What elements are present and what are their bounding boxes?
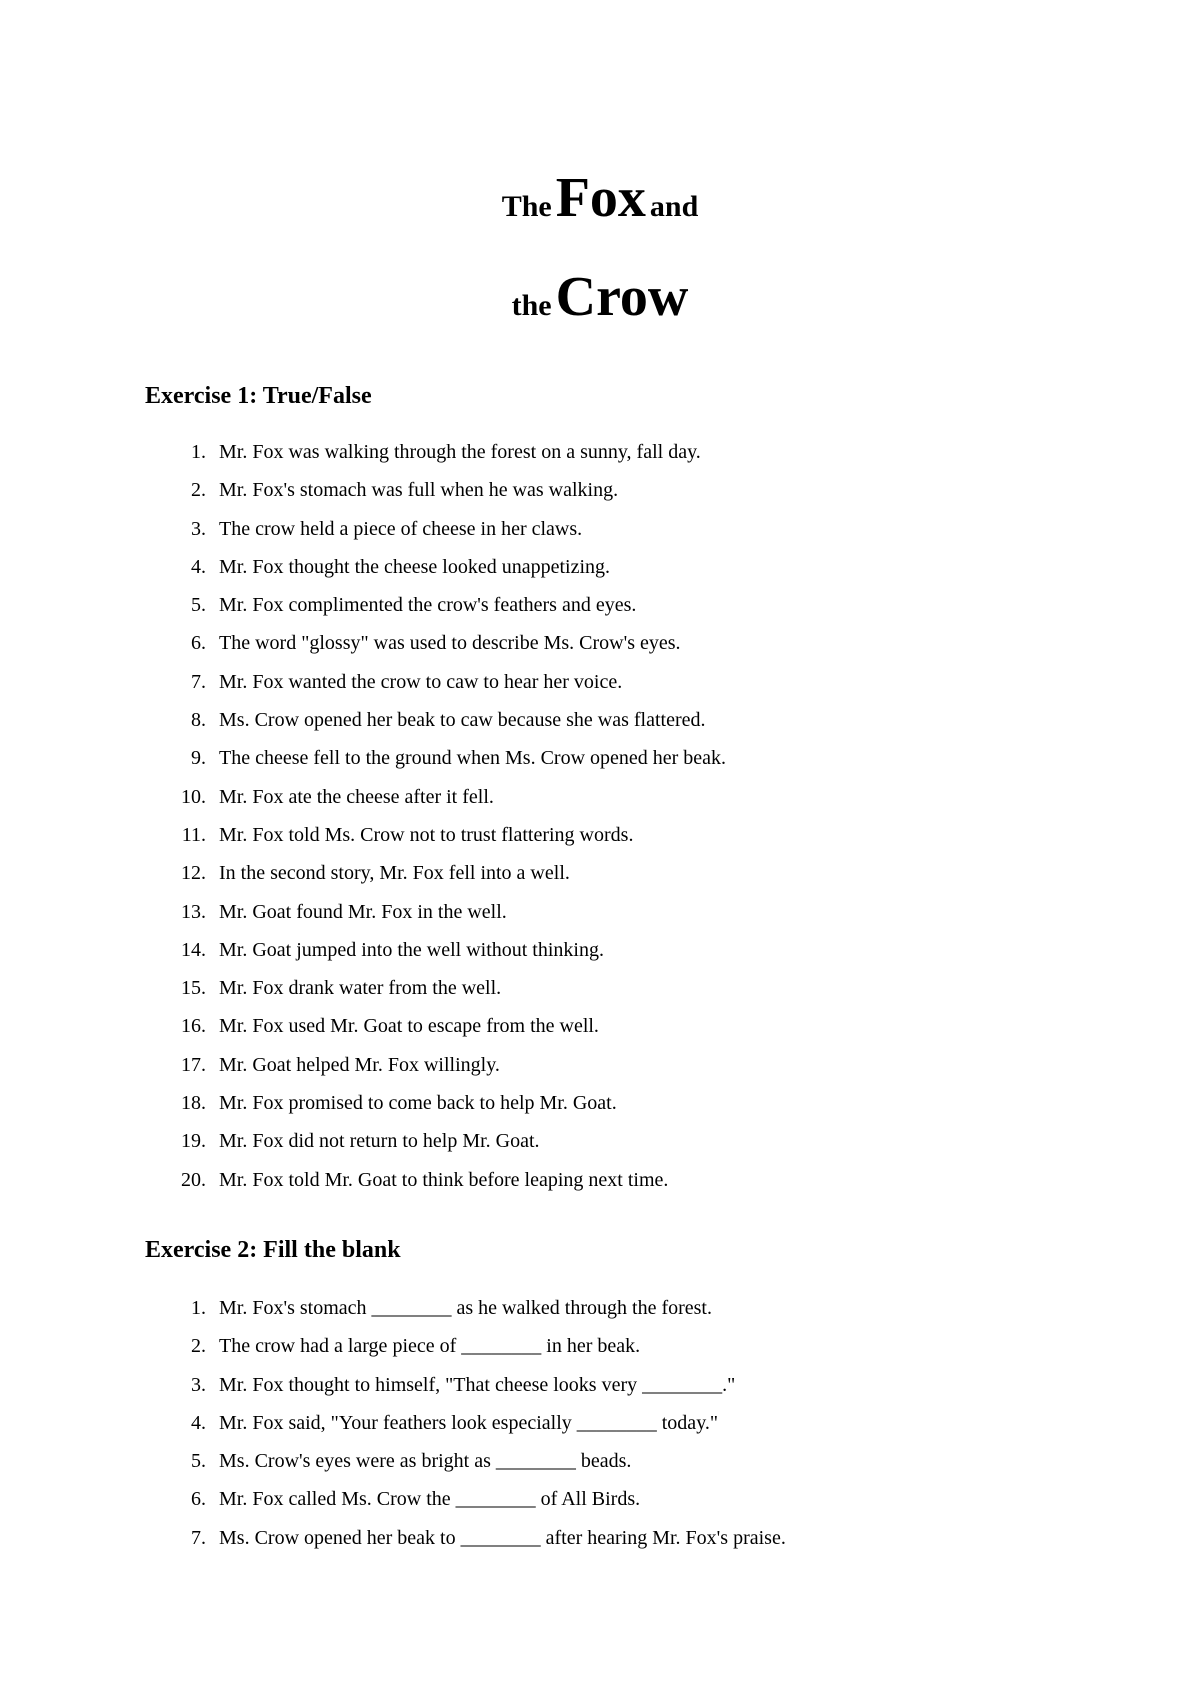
- item-number: 20.: [181, 1168, 206, 1191]
- item-number: 6.: [191, 632, 206, 655]
- item-text: Mr. Fox promised to come back to help Mr. Goat.: [219, 1092, 617, 1115]
- item-text: Mr. Fox's stomach ________ as he walked through the forest.: [219, 1297, 712, 1319]
- title-line-2: [0, 265, 1200, 329]
- item-number: 7.: [191, 670, 206, 693]
- item-text: Mr. Fox was walking through the forest on a sunny, fall day.: [219, 441, 701, 463]
- item-text: The crow had a large piece of ________ in her beak.: [219, 1335, 641, 1358]
- item-number: 8.: [191, 709, 206, 732]
- item-number: 3.: [191, 1373, 206, 1396]
- item-text: Mr. Fox thought the cheese looked unappetizing.: [219, 555, 611, 578]
- item-number: 4.: [191, 1411, 206, 1434]
- title-word-crow: Crow: [555, 266, 689, 328]
- item-text: Mr. Fox complimented the crow's feathers and eyes.: [219, 594, 637, 617]
- item-text: Mr. Goat found Mr. Fox in the well.: [219, 900, 507, 923]
- item-text: Mr. Fox told Mr. Goat to think before leaping next time.: [219, 1168, 669, 1191]
- item-number: 11.: [181, 823, 206, 846]
- item-number: 17.: [181, 1053, 206, 1076]
- item-number: 2.: [191, 1335, 206, 1358]
- item-text: Mr. Goat jumped into the well without thinking.: [219, 938, 604, 961]
- item-number: 18.: [181, 1092, 206, 1115]
- item-text: Mr. Fox thought to himself, "That cheese looks very ________.": [219, 1373, 736, 1396]
- item-number: 13.: [181, 900, 206, 923]
- item-text: Ms. Crow opened her beak to caw because she was flattered.: [219, 709, 706, 732]
- item-text: Mr. Fox wanted the crow to caw to hear her voice.: [219, 670, 623, 693]
- item-number: 19.: [181, 1130, 206, 1153]
- item-text: Mr. Fox called Ms. Crow the ________ of All Birds.: [219, 1488, 641, 1511]
- item-text: Mr. Fox told Ms. Crow not to trust flattering words.: [219, 823, 634, 846]
- title-word-the: The: [501, 190, 552, 223]
- item-text: The crow held a piece of cheese in her claws.: [219, 517, 583, 540]
- item-number: 2.: [191, 479, 206, 502]
- item-text: Mr. Fox drank water from the well.: [219, 977, 502, 1000]
- item-number: 5.: [191, 1450, 206, 1473]
- item-text: Ms. Crow's eyes were as bright as ________ beads.: [219, 1450, 632, 1473]
- item-number: 6.: [191, 1488, 206, 1511]
- title-line-1: [0, 166, 1200, 230]
- item-number: 14.: [181, 938, 206, 961]
- item-number: 10.: [181, 785, 206, 808]
- item-number: 9.: [191, 747, 206, 770]
- item-number: 1.: [191, 1297, 206, 1319]
- item-number: 3.: [191, 517, 206, 540]
- item-number: 4.: [191, 555, 206, 578]
- item-text: Mr. Goat helped Mr. Fox willingly.: [219, 1053, 500, 1076]
- item-text: The word "glossy" was used to describe Ms. Crow's eyes.: [219, 632, 681, 655]
- item-text: Mr. Fox ate the cheese after it fell.: [219, 785, 494, 808]
- item-text: Mr. Fox used Mr. Goat to escape from the well.: [219, 1015, 599, 1038]
- item-text: Mr. Fox said, "Your feathers look especially ________ today.": [219, 1411, 719, 1434]
- exercise-1-heading: Exercise 1: True/False: [145, 383, 372, 409]
- item-text: Ms. Crow opened her beak to ________ after hearing Mr. Fox's praise.: [219, 1526, 786, 1549]
- item-text: The cheese fell to the ground when Ms. Crow opened her beak.: [219, 747, 727, 770]
- item-number: 16.: [181, 1015, 206, 1038]
- item-text: In the second story, Mr. Fox fell into a well.: [219, 862, 570, 885]
- item-number: 15.: [181, 977, 206, 1000]
- item-text: Mr. Fox's stomach was full when he was walking.: [219, 479, 619, 502]
- item-number: 7.: [191, 1526, 206, 1549]
- title-word-the-lower: the: [511, 289, 552, 322]
- item-text: Mr. Fox did not return to help Mr. Goat.: [219, 1130, 540, 1153]
- item-number: 5.: [191, 594, 206, 617]
- title-word-fox: Fox: [555, 167, 646, 229]
- title-word-and: and: [649, 190, 699, 223]
- item-number: 12.: [181, 862, 206, 885]
- item-number: 1.: [191, 441, 206, 463]
- exercise-2-heading: Exercise 2: Fill the blank: [145, 1237, 401, 1263]
